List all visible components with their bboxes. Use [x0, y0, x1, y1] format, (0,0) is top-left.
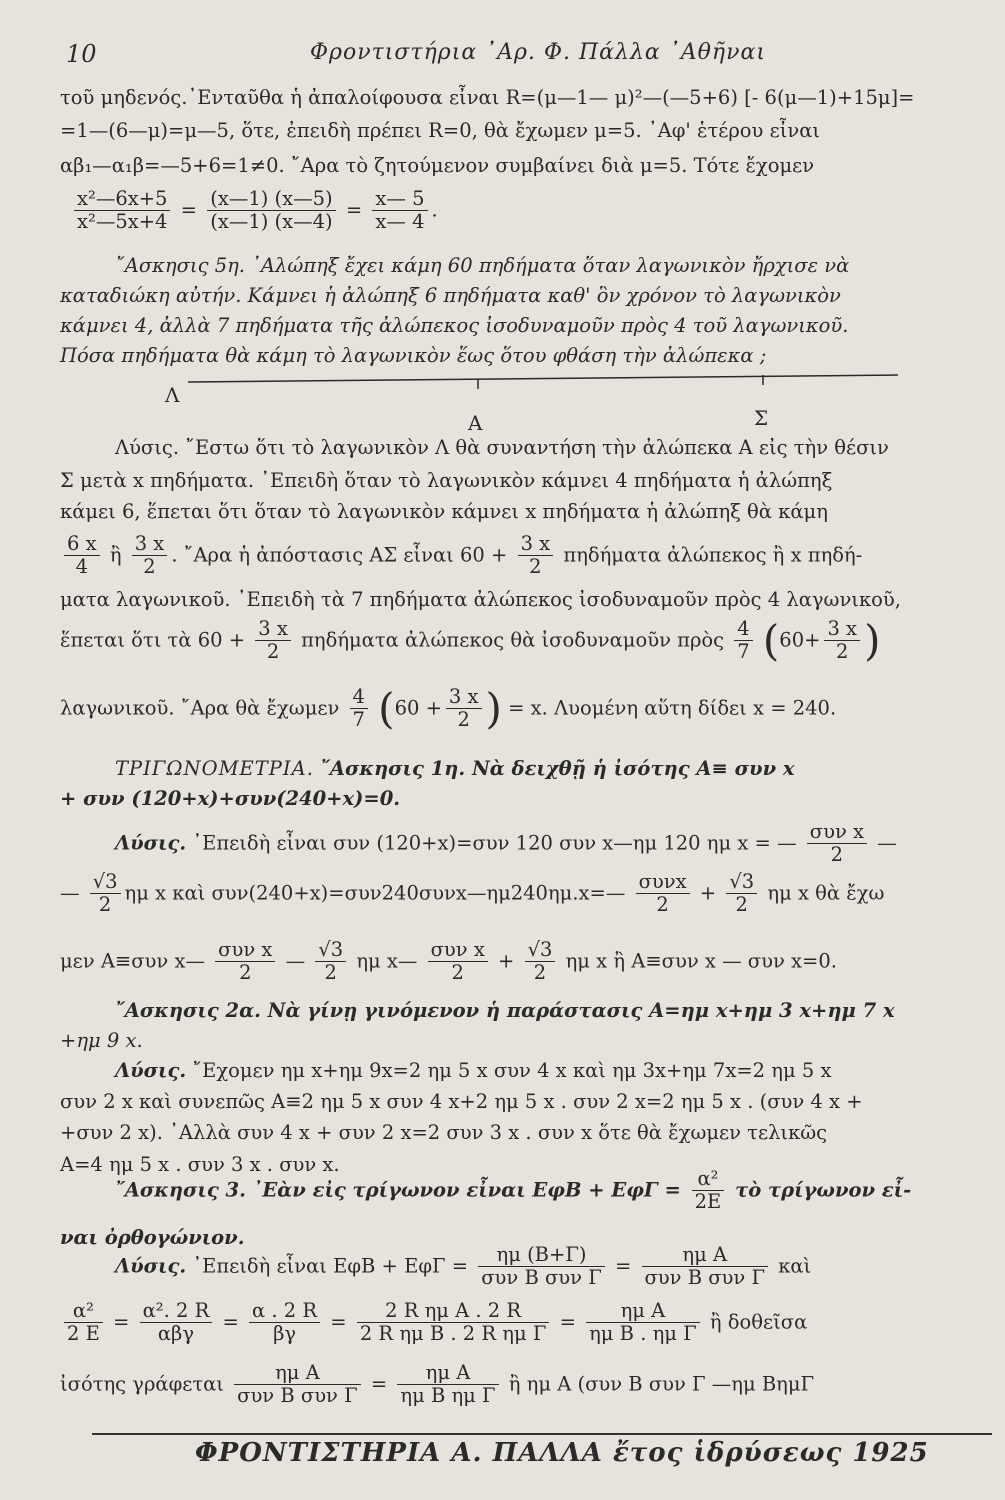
text-line: Λύσις. ῎Εστω ὅτι τὸ λαγωνικὸν Λ θὰ συναντήση τὴν ἀλώπεκα Α εἰς τὴν θέσιν: [115, 436, 889, 459]
equation-line: λαγωνικοῦ. ῎Αρα θὰ ἔχωμεν $\frac{4}{7}$ (60 + $\frac{3 x}{2}$ ) = x. Λυομένη αὕτη δίδει x = 240.: [60, 683, 837, 733]
equation-line: $\frac{\text{x²—6x+5}}{\text{x²—5x+4}}$ = $\frac{(x—1) (x—5)}{(x—1) (x—4)}$ = $\frac{x— 5}{x— 4}$ .: [70, 188, 438, 234]
text-line: +ημ 9 x.: [60, 1029, 143, 1052]
segment-line: [160, 365, 900, 405]
exercise-heading: ῎Ασκησις 5η. ᾿Αλώπηξ ἔχει κάμη 60 πηδήματα ὅταν λαγωνικὸν ἤρχισε νὰ: [115, 254, 850, 277]
footer-rule: [92, 1433, 992, 1435]
section-heading: ΤΡΙΓΩΝΟΜΕΤΡΙΑ. ῎Ασκησις 1η. Νὰ δειχθῇ ἡ ἰσότης Α≡ συν x: [115, 757, 795, 780]
equation-line: $\frac{\text{α²}}{2 E}$ = $\frac{\text{α². 2 R}}{\text{αβγ}}$ = $\frac{\alpha . 2 R}{\beta\gamma}$ = $\frac{\text{2 R ημ Α . 2 R}}{\text{2 R ημ Β . 2 R ημ Γ}}$ = $\frac{\text{ημ Α}}{\text{ημ Β . ημ Γ}}$ ἢ δοθεῖσα: [60, 1300, 807, 1346]
text-line: τοῦ μηδενός.᾿Ενταῦθα ἡ ἀπαλοίφουσα εἶναι R=(μ—1— μ)²—(—5+6) [- 6(μ—1)+15μ]=: [60, 86, 915, 109]
text-line: =1—(6—μ)=μ—5, ὅτε, ἐπειδὴ πρέπει R=0, θὰ ἔχωμεν μ=5. ᾿Αφ' ἑτέρου εἶναι: [60, 119, 821, 142]
text-line: κάμει 6, ἕπεται ὅτι ὅταν τὸ λαγωνικὸν κάμνει x πηδήματα ἡ ἀλώπηξ θὰ κάμη: [60, 500, 828, 523]
text-line: ματα λαγωνικοῦ. ᾿Επειδὴ τὰ 7 πηδήματα ἀλώπεκος ἰσοδυναμοῦν πρὸς 4 λαγωνικοῦ,: [60, 588, 901, 611]
text-line: Α=4 ημ 5 x . συν 3 x . συν x.: [60, 1153, 340, 1176]
equation-line: — $\frac{√3}{2}$ ημ x καὶ συν(240+x)=συν240συνx—ημ240ημ.x=— $\frac{\text{συνx}}{2}$ + $\frac{√3}{2}$ ημ x θὰ ἔχω: [60, 870, 885, 917]
equation-line: ἰσότης γράφεται $\frac{\text{ημ Α}}{\text{συν Β συν Γ}}$ = $\frac{\text{ημ Α}}{\text{ημ Β ημ Γ}}$ ἢ ημ Α (συν Β συν Γ —ημ ΒημΓ: [60, 1361, 815, 1408]
text-line: +συν 2 x). ᾿Αλλὰ συν 4 x + συν 2 x=2 συν 3 x . συν x ὅτε θὰ ἔχωμεν τελικῶς: [60, 1121, 828, 1144]
text-line: Πόσα πηδήματα θὰ κάμη τὸ λαγωνικὸν ἕως ὅτου φθάση τὴν ἀλώπεκα ;: [60, 344, 767, 367]
fraction: $\frac{x— 5}{x— 4}$: [372, 188, 427, 234]
point-label: Σ: [754, 406, 769, 430]
point-label: Α: [468, 411, 483, 435]
equation-line: Λύσις. ᾿Επειδὴ εἶναι συν (120+x)=συν 120 συν x—ημ 120 ημ x = — $\frac{\text{συν x}}{2}$ —: [115, 820, 897, 867]
text-line: + συν (120+x)+συν(240+x)=0.: [60, 787, 401, 810]
text-line: αβ₁—α₁β=—5+6=1≠0. ῎Αρα τὸ ζητούμενον συμβαίνει διὰ μ=5. Τότε ἔχομεν: [60, 154, 815, 177]
text-line: συν 2 x καὶ συνεπῶς Α≡2 ημ 5 x συν 4 x+2 ημ 5 x . συν 2 x=2 ημ 5 x . (συν 4 x +: [60, 1090, 863, 1113]
point-label: Λ: [165, 383, 180, 407]
equation-line: Λύσις. ᾿Επειδὴ εἶναι ΕφΒ + ΕφΓ = $\frac{\eta\mu (B+\Gamma)}{\text{συν Β συν Γ}}$ = $\frac{\text{ημ Α}}{\text{συν Β συν Γ}}$ καὶ: [115, 1243, 812, 1290]
exercise-heading: ῎Ασκησις 2α. Νὰ γίνῃ γινόμενον ἡ παράστασις Α=ημ x+ημ 3 x+ημ 7 x: [115, 999, 895, 1022]
segment-diagram: [160, 365, 900, 435]
text-line: Σ μετὰ x πηδήματα. ᾿Επειδὴ ὅταν τὸ λαγωνικὸν κάμνει 4 πηδήματα ἡ ἀλώπηξ: [60, 469, 833, 492]
text-line: ναι ὀρθογώνιον.: [60, 1226, 245, 1249]
equation-line: ἕπεται ὅτι τὰ 60 + $\frac{3 x}{2}$ πηδήματα ἀλώπεκος θὰ ἰσοδυναμοῦν πρὸς $\frac{4}{7}$ (60+ $\frac{3 x}{2}$ ): [60, 615, 881, 665]
text-line: Λύσις. ῎Εχομεν ημ x+ημ 9x=2 ημ 5 x συν 4 x καὶ ημ 3x+ημ 7x=2 ημ 5 x: [115, 1059, 832, 1082]
page-footer: ΦΡΟΝΤΙΣΤΗΡΙΑ Α. ΠΑΛΛΑ ἔτος ἱδρύσεως 1925: [195, 1438, 929, 1468]
page-number: 10: [66, 40, 97, 68]
exercise-heading: ῎Ασκησις 3. ᾿Εὰν εἰς τρίγωνον εἶναι ΕφΒ + ΕφΓ = $\frac{\text{α²}}{2E}$ τὸ τρίγωνον εἶ-: [115, 1167, 912, 1214]
equation-line: μεν Α≡συν x— $\frac{\text{συν x}}{2}$ — $\frac{√3}{2}$ ημ x— $\frac{\text{συν x}}{2}$ + $\frac{√3}{2}$ ημ x ἢ Α≡συν x — συν x=0.: [60, 938, 837, 985]
text-line: καταδιώκη αὐτήν. Κάμνει ἡ ἀλώπηξ 6 πηδήματα καθ' ὃν χρόνον τὸ λαγωνικὸν: [60, 284, 841, 307]
running-head: Φροντιστήρια ᾿Αρ. Φ. Πάλλα ᾿Αθῆναι: [310, 40, 766, 65]
page-header: [60, 40, 965, 80]
text-line: κάμνει 4, ἀλλὰ 7 πηδήματα τῆς ἀλώπεκος ἰσοδυναμοῦν πρὸς 4 τοῦ λαγωνικοῦ.: [60, 314, 849, 337]
fraction: $\frac{\text{x²—6x+5}}{\text{x²—5x+4}}$: [74, 188, 170, 234]
equation-line: $\frac{6 x}{4}$ ἢ $\frac{3 x}{2}$ . ῎Αρα ἡ ἀπόστασις ΑΣ εἶναι 60 + $\frac{3 x}{2}$ πηδήματα ἀλώπεκος ἢ x πηδή-: [60, 533, 862, 579]
fraction: $\frac{(x—1) (x—5)}{(x—1) (x—4)}$: [207, 188, 335, 234]
